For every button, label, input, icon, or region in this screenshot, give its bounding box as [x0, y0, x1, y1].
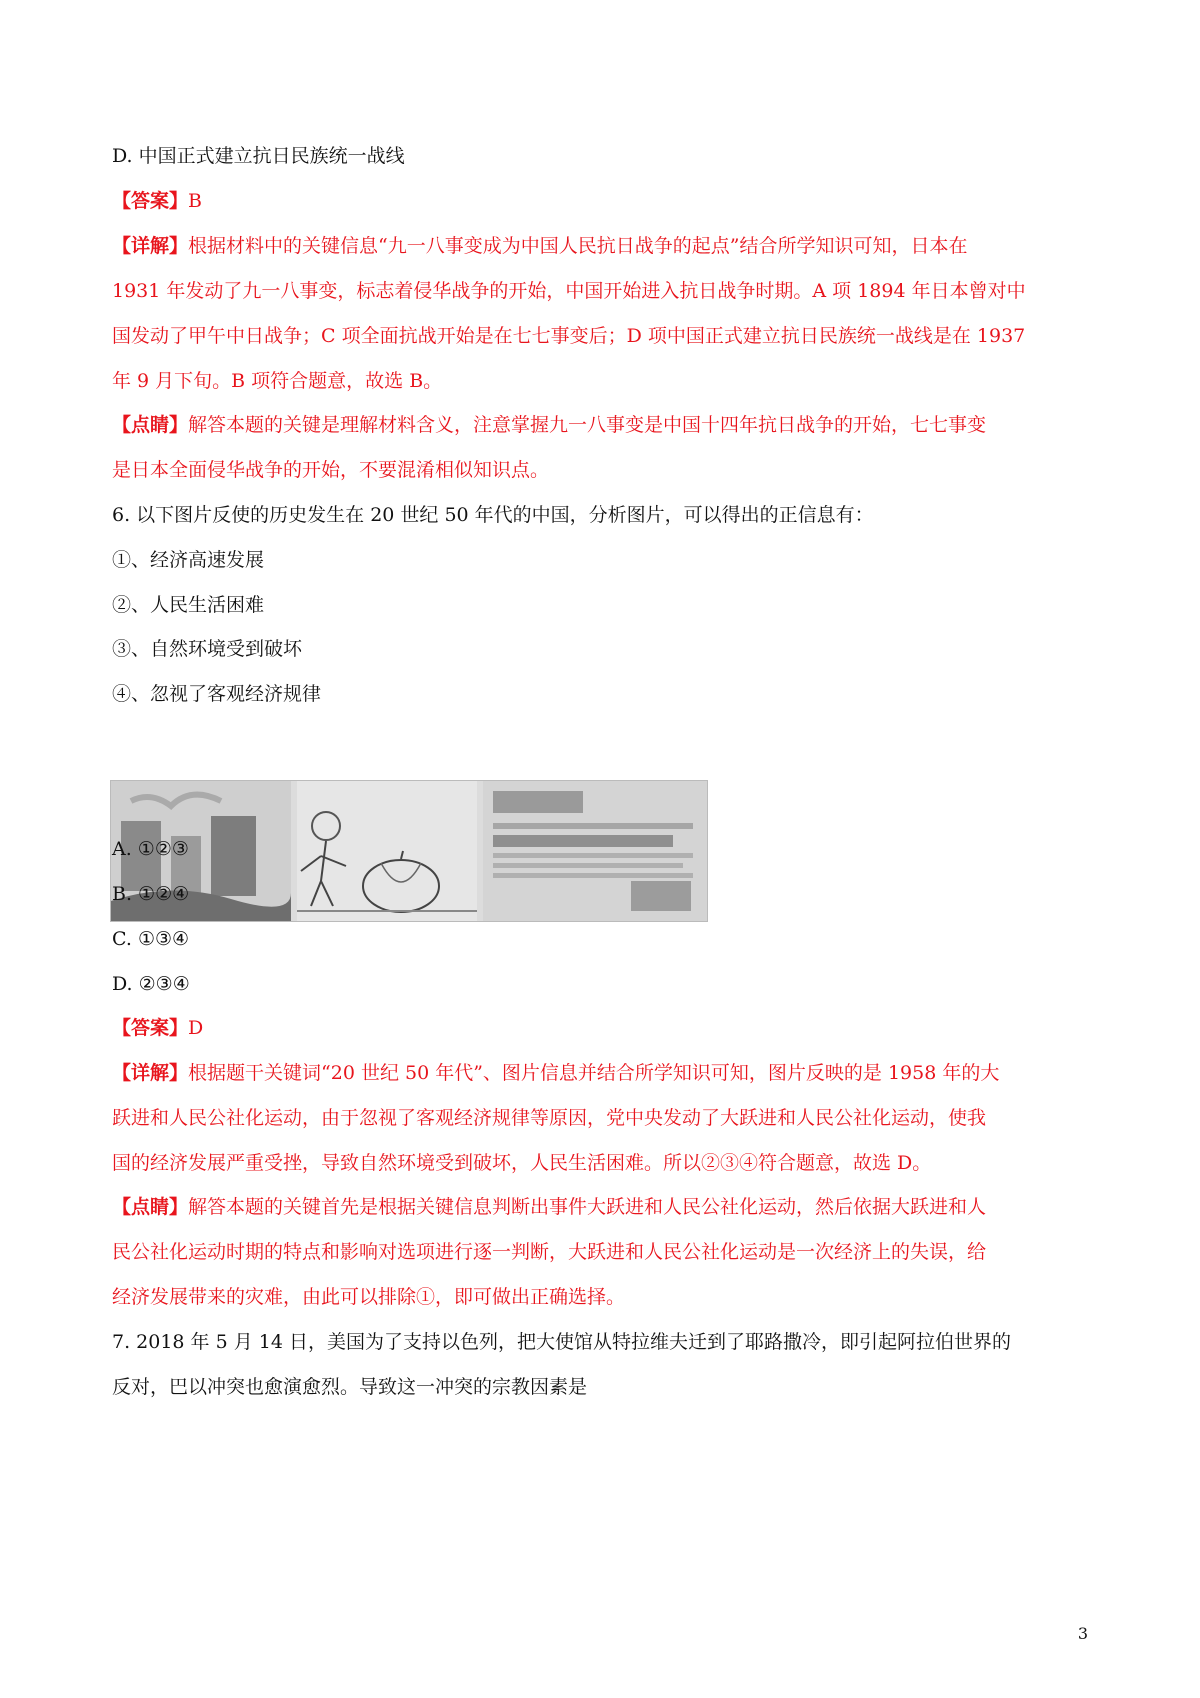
q6-detail-line-3: 国的经济发展严重受挫，导致自然环境受到破坏，人民生活困难。所以②③④符合题意，故选 D。 — [112, 1152, 932, 1174]
q7-line-2: 反对，巴以冲突也愈演愈烈。导致这一冲突的宗教因素是 — [112, 1376, 588, 1398]
tip-tag: 【点睛】 — [112, 1196, 189, 1218]
q5-detail-line-2: 1931 年发动了九一八事变，标志着侵华战争的开始，中国开始进入抗日战争时期。A 项 1894 年日本曾对中 — [112, 280, 1026, 302]
q5-detail-line-3: 国发动了甲午中日战争；C 项全面抗战开始是在七七事变后；D 项中国正式建立抗日民族统一战线是在 1937 — [112, 325, 1026, 347]
q6-item-4: ④、忽视了客观经济规律 — [112, 683, 322, 705]
q6-tip-line-1: 【点睛】解答本题的关键首先是根据关键信息判断出事件大跃进和人民公社化运动，然后依据大跃进和人 — [112, 1196, 987, 1218]
answer-tag: 【答案】 — [112, 190, 189, 212]
q6-tip-line-3: 经济发展带来的灾难，由此可以排除①，即可做出正确选择。 — [112, 1286, 626, 1308]
answer-value: B — [188, 190, 202, 212]
photo-strip-illustration — [111, 781, 707, 921]
q6-stem: 6. 以下图片反使的历史发生在 20 世纪 50 年代的中国，分析图片，可以得出的正信息有： — [112, 504, 874, 526]
q6-item-1: ①、经济高速发展 — [112, 549, 265, 571]
q6-tip-line-2: 民公社化运动时期的特点和影响对选项进行逐一判断，大跃进和人民公社化运动是一次经济上的失误，给 — [112, 1241, 987, 1263]
q6-item-2: ②、人民生活困难 — [112, 594, 265, 616]
q5-tip-line-1: 【点睛】解答本题的关键是理解材料含义，注意掌握九一八事变是中国十四年抗日战争的开始，七七事变 — [112, 414, 987, 436]
q6-option-a: A. ①②③ — [112, 838, 189, 860]
historical-photos — [110, 780, 708, 922]
q6-item-3: ③、自然环境受到破坏 — [112, 638, 303, 660]
q5-answer — [112, 189, 202, 213]
q6-answer — [112, 1016, 203, 1040]
answer-value: D — [188, 1017, 204, 1039]
q6-option-d: D. ②③④ — [112, 973, 190, 995]
photo-cartoon-pumpkin — [297, 781, 477, 921]
q5-detail-line-4: 年 9 月下旬。B 项符合题意，故选 B。 — [112, 370, 443, 392]
page-number: 3 — [1077, 1624, 1088, 1643]
q7-line-1: 7. 2018 年 5 月 14 日，美国为了支持以色列，把大使馆从特拉维夫迁到了耶路撒冷，即引起阿拉伯世界的 — [112, 1331, 1011, 1353]
q6-detail-line-1: 【详解】根据题干关键词“20 世纪 50 年代”、图片信息并结合所学知识可知，图片反映的是 1958 年的大 — [112, 1062, 1000, 1084]
q6-option-b: B. ①②④ — [112, 883, 190, 905]
q6-detail-line-2: 跃进和人民公社化运动，由于忽视了客观经济规律等原因，党中央发动了大跃进和人民公社化运动，使我 — [112, 1107, 987, 1129]
detail-tag: 【详解】 — [112, 235, 189, 257]
detail-tag: 【详解】 — [112, 1062, 189, 1084]
tip-tag: 【点睛】 — [112, 414, 189, 436]
q6-option-c: C. ①③④ — [112, 928, 190, 950]
q5-detail-line-1: 【详解】根据材料中的关键信息“九一八事变成为中国人民抗日战争的起点”结合所学知识可知，日本在 — [112, 235, 968, 257]
answer-tag: 【答案】 — [112, 1017, 189, 1039]
q5-tip-line-2: 是日本全面侵华战争的开始，不要混淆相似知识点。 — [112, 459, 550, 481]
photo-newspaper — [483, 781, 707, 921]
q5-option-d: D. 中国正式建立抗日民族统一战线 — [112, 145, 405, 167]
